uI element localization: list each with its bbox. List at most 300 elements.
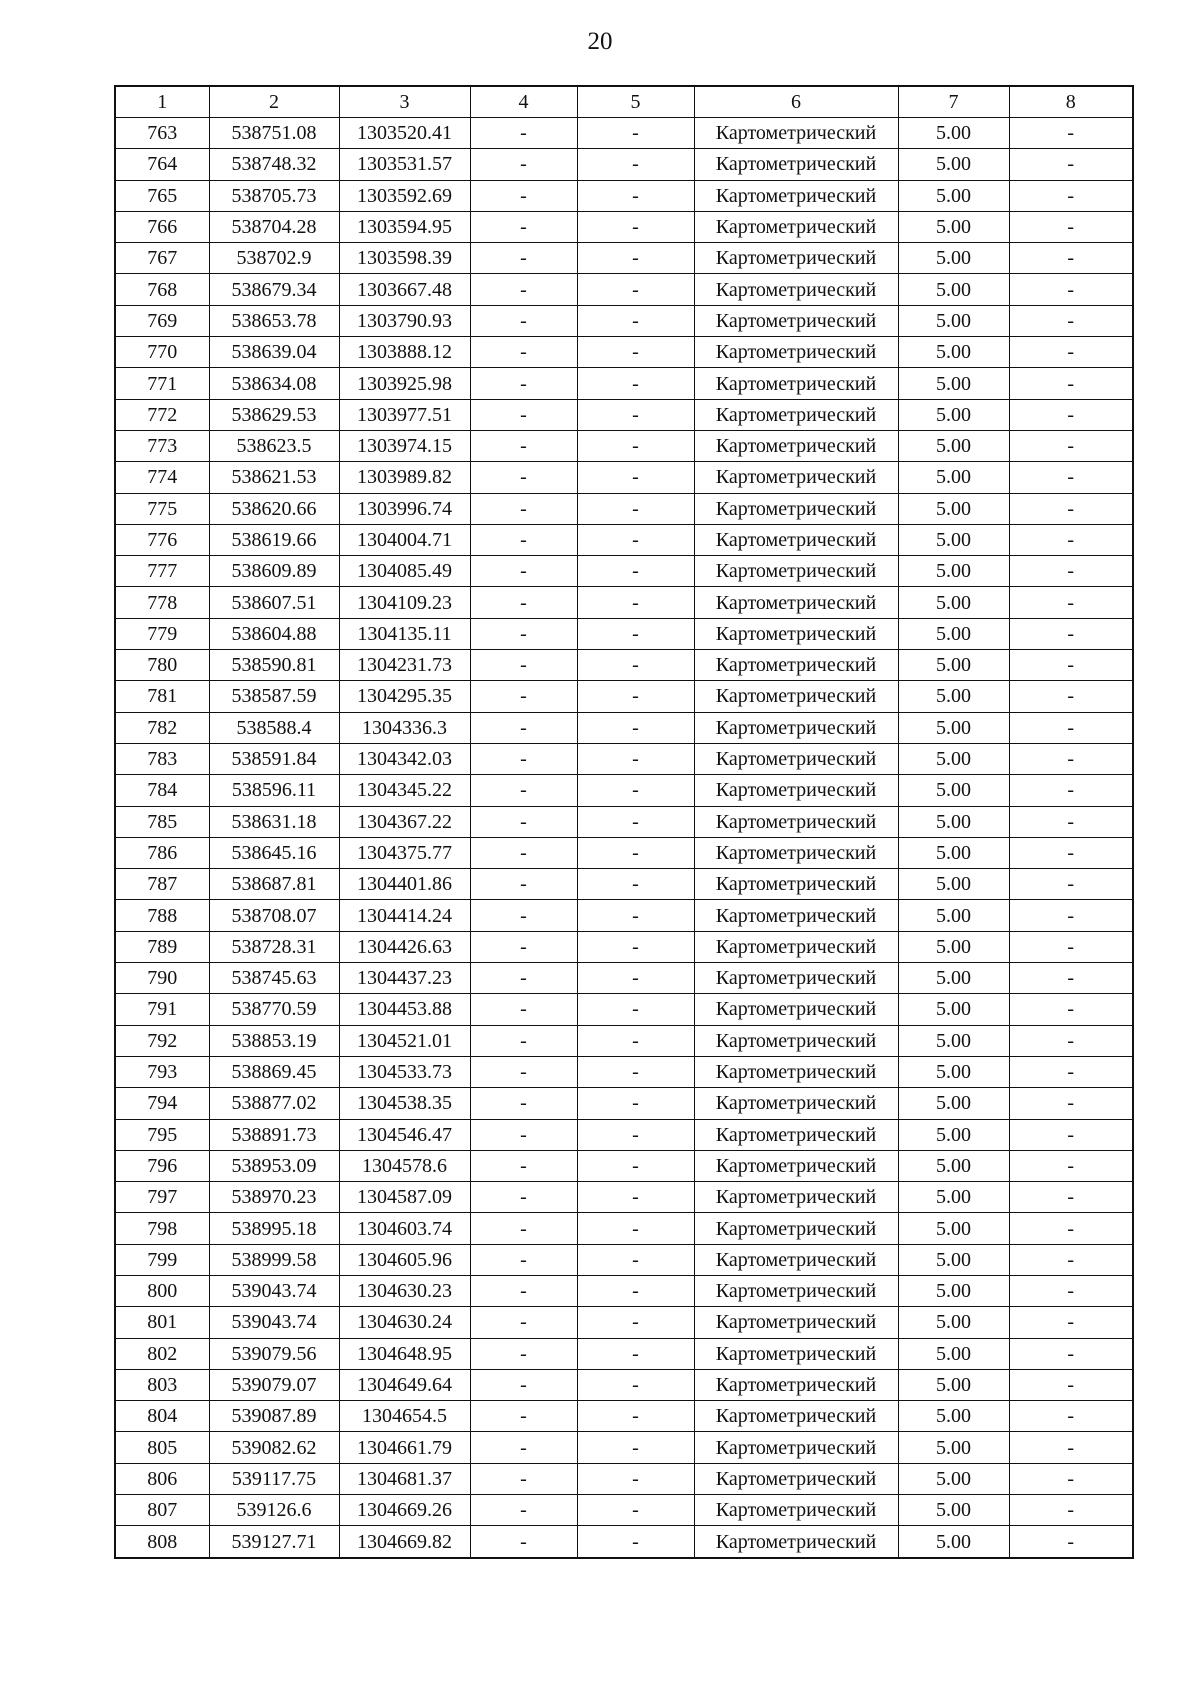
table-row	[115, 1401, 1133, 1432]
y-coordinate-cell: 1303520.41	[339, 118, 470, 149]
point-number-cell: 768	[115, 274, 209, 305]
x-coordinate-cell: 538702.9	[209, 243, 339, 274]
accuracy-cell: 5.00	[898, 430, 1009, 461]
table-row	[115, 305, 1133, 336]
method-cell: Картометрический	[694, 1495, 898, 1526]
column-8-cell: -	[1009, 1338, 1133, 1369]
x-coordinate-cell: 538999.58	[209, 1244, 339, 1275]
accuracy-cell: 5.00	[898, 650, 1009, 681]
table-row	[115, 1119, 1133, 1150]
accuracy-cell: 5.00	[898, 462, 1009, 493]
column-8-cell: -	[1009, 368, 1133, 399]
x-coordinate-cell: 538728.31	[209, 931, 339, 962]
method-cell: Картометрический	[694, 493, 898, 524]
y-coordinate-cell: 1304587.09	[339, 1182, 470, 1213]
method-cell: Картометрический	[694, 211, 898, 242]
accuracy-cell: 5.00	[898, 618, 1009, 649]
column-4-cell: -	[470, 524, 577, 555]
point-number-cell: 803	[115, 1369, 209, 1400]
table-row	[115, 149, 1133, 180]
accuracy-cell: 5.00	[898, 211, 1009, 242]
table-row	[115, 118, 1133, 149]
y-coordinate-cell: 1303790.93	[339, 305, 470, 336]
y-coordinate-cell: 1303594.95	[339, 211, 470, 242]
method-cell: Картометрический	[694, 118, 898, 149]
point-number-cell: 764	[115, 149, 209, 180]
column-5-cell: -	[577, 806, 694, 837]
point-number-cell: 772	[115, 399, 209, 430]
y-coordinate-cell: 1304630.24	[339, 1307, 470, 1338]
column-8-cell: -	[1009, 1495, 1133, 1526]
x-coordinate-cell: 538708.07	[209, 900, 339, 931]
column-5-cell: -	[577, 869, 694, 900]
y-coordinate-cell: 1304345.22	[339, 775, 470, 806]
column-4-cell: -	[470, 994, 577, 1025]
column-8-cell: -	[1009, 462, 1133, 493]
column-5-cell: -	[577, 743, 694, 774]
table-row	[115, 1307, 1133, 1338]
accuracy-cell: 5.00	[898, 1056, 1009, 1087]
x-coordinate-cell: 538645.16	[209, 837, 339, 868]
table-row	[115, 869, 1133, 900]
column-8-cell: -	[1009, 931, 1133, 962]
point-number-cell: 807	[115, 1495, 209, 1526]
method-cell: Картометрический	[694, 1150, 898, 1181]
y-coordinate-cell: 1304630.23	[339, 1275, 470, 1306]
column-4-cell: -	[470, 556, 577, 587]
column-8-cell: -	[1009, 869, 1133, 900]
method-cell: Картометрический	[694, 1213, 898, 1244]
y-coordinate-cell: 1304521.01	[339, 1025, 470, 1056]
column-5-cell: -	[577, 1338, 694, 1369]
x-coordinate-cell: 538604.88	[209, 618, 339, 649]
column-4-cell: -	[470, 1275, 577, 1306]
x-coordinate-cell: 538631.18	[209, 806, 339, 837]
column-5-cell: -	[577, 556, 694, 587]
method-cell: Картометрический	[694, 681, 898, 712]
y-coordinate-cell: 1304578.6	[339, 1150, 470, 1181]
method-cell: Картометрический	[694, 775, 898, 806]
column-5-cell: -	[577, 399, 694, 430]
column-8-cell: -	[1009, 1526, 1133, 1558]
x-coordinate-cell: 538619.66	[209, 524, 339, 555]
column-5-cell: -	[577, 274, 694, 305]
table-row	[115, 1338, 1133, 1369]
point-number-cell: 797	[115, 1182, 209, 1213]
point-number-cell: 770	[115, 337, 209, 368]
table-row	[115, 618, 1133, 649]
column-4-cell: -	[470, 430, 577, 461]
y-coordinate-cell: 1304605.96	[339, 1244, 470, 1275]
column-8-cell: -	[1009, 430, 1133, 461]
column-5-cell: -	[577, 430, 694, 461]
column-4-cell: -	[470, 149, 577, 180]
table-row	[115, 493, 1133, 524]
column-8-cell: -	[1009, 399, 1133, 430]
y-coordinate-cell: 1304135.11	[339, 618, 470, 649]
point-number-cell: 806	[115, 1463, 209, 1494]
column-5-cell: -	[577, 1369, 694, 1400]
table-row	[115, 837, 1133, 868]
y-coordinate-cell: 1304231.73	[339, 650, 470, 681]
column-5-cell: -	[577, 618, 694, 649]
column-4-cell: -	[470, 1244, 577, 1275]
y-coordinate-cell: 1303667.48	[339, 274, 470, 305]
column-4-cell: -	[470, 1369, 577, 1400]
method-cell: Картометрический	[694, 1463, 898, 1494]
x-coordinate-cell: 538634.08	[209, 368, 339, 399]
accuracy-cell: 5.00	[898, 524, 1009, 555]
method-cell: Картометрический	[694, 180, 898, 211]
point-number-cell: 766	[115, 211, 209, 242]
table-row	[115, 743, 1133, 774]
method-cell: Картометрический	[694, 1056, 898, 1087]
table-row	[115, 587, 1133, 618]
x-coordinate-cell: 539082.62	[209, 1432, 339, 1463]
table-row	[115, 243, 1133, 274]
column-5-cell: -	[577, 1463, 694, 1494]
y-coordinate-cell: 1304649.64	[339, 1369, 470, 1400]
method-cell: Картометрический	[694, 1369, 898, 1400]
accuracy-cell: 5.00	[898, 180, 1009, 211]
column-4-cell: -	[470, 587, 577, 618]
coordinates-table	[114, 85, 1134, 1559]
accuracy-cell: 5.00	[898, 994, 1009, 1025]
column-4-cell: -	[470, 211, 577, 242]
point-number-cell: 771	[115, 368, 209, 399]
column-4-cell: -	[470, 837, 577, 868]
table-row	[115, 524, 1133, 555]
column-4-cell: -	[470, 118, 577, 149]
column-header: 7	[898, 86, 1009, 118]
accuracy-cell: 5.00	[898, 493, 1009, 524]
point-number-cell: 794	[115, 1088, 209, 1119]
column-5-cell: -	[577, 900, 694, 931]
column-4-cell: -	[470, 1463, 577, 1494]
x-coordinate-cell: 539126.6	[209, 1495, 339, 1526]
point-number-cell: 777	[115, 556, 209, 587]
accuracy-cell: 5.00	[898, 274, 1009, 305]
column-4-cell: -	[470, 681, 577, 712]
column-5-cell: -	[577, 1432, 694, 1463]
method-cell: Картометрический	[694, 743, 898, 774]
point-number-cell: 786	[115, 837, 209, 868]
accuracy-cell: 5.00	[898, 1401, 1009, 1432]
column-4-cell: -	[470, 1213, 577, 1244]
method-cell: Картометрический	[694, 1025, 898, 1056]
accuracy-cell: 5.00	[898, 587, 1009, 618]
point-number-cell: 808	[115, 1526, 209, 1558]
table-row	[115, 1056, 1133, 1087]
y-coordinate-cell: 1304342.03	[339, 743, 470, 774]
accuracy-cell: 5.00	[898, 1088, 1009, 1119]
column-8-cell: -	[1009, 963, 1133, 994]
column-5-cell: -	[577, 305, 694, 336]
y-coordinate-cell: 1304367.22	[339, 806, 470, 837]
column-4-cell: -	[470, 1150, 577, 1181]
method-cell: Картометрический	[694, 931, 898, 962]
x-coordinate-cell: 539117.75	[209, 1463, 339, 1494]
method-cell: Картометрический	[694, 399, 898, 430]
table-row	[115, 1369, 1133, 1400]
column-5-cell: -	[577, 994, 694, 1025]
accuracy-cell: 5.00	[898, 368, 1009, 399]
column-8-cell: -	[1009, 243, 1133, 274]
table-row	[115, 1025, 1133, 1056]
point-number-cell: 784	[115, 775, 209, 806]
point-number-cell: 780	[115, 650, 209, 681]
table-row	[115, 900, 1133, 931]
method-cell: Картометрический	[694, 712, 898, 743]
accuracy-cell: 5.00	[898, 149, 1009, 180]
column-4-cell: -	[470, 1088, 577, 1119]
accuracy-cell: 5.00	[898, 900, 1009, 931]
y-coordinate-cell: 1303925.98	[339, 368, 470, 399]
method-cell: Картометрический	[694, 149, 898, 180]
point-number-cell: 782	[115, 712, 209, 743]
y-coordinate-cell: 1303974.15	[339, 430, 470, 461]
column-4-cell: -	[470, 368, 577, 399]
point-number-cell: 789	[115, 931, 209, 962]
column-4-cell: -	[470, 243, 577, 274]
column-8-cell: -	[1009, 180, 1133, 211]
column-4-cell: -	[470, 712, 577, 743]
column-5-cell: -	[577, 1307, 694, 1338]
accuracy-cell: 5.00	[898, 1025, 1009, 1056]
column-header: 4	[470, 86, 577, 118]
point-number-cell: 769	[115, 305, 209, 336]
point-number-cell: 795	[115, 1119, 209, 1150]
accuracy-cell: 5.00	[898, 931, 1009, 962]
y-coordinate-cell: 1303531.57	[339, 149, 470, 180]
column-5-cell: -	[577, 681, 694, 712]
table-row	[115, 368, 1133, 399]
column-5-cell: -	[577, 1244, 694, 1275]
column-8-cell: -	[1009, 1119, 1133, 1150]
accuracy-cell: 5.00	[898, 305, 1009, 336]
accuracy-cell: 5.00	[898, 775, 1009, 806]
column-8-cell: -	[1009, 1056, 1133, 1087]
table-row	[115, 806, 1133, 837]
column-8-cell: -	[1009, 681, 1133, 712]
column-5-cell: -	[577, 462, 694, 493]
x-coordinate-cell: 539043.74	[209, 1275, 339, 1306]
method-cell: Картометрический	[694, 430, 898, 461]
y-coordinate-cell: 1304336.3	[339, 712, 470, 743]
column-5-cell: -	[577, 712, 694, 743]
table-row	[115, 337, 1133, 368]
point-number-cell: 779	[115, 618, 209, 649]
column-8-cell: -	[1009, 211, 1133, 242]
column-5-cell: -	[577, 368, 694, 399]
method-cell: Картометрический	[694, 618, 898, 649]
column-8-cell: -	[1009, 556, 1133, 587]
y-coordinate-cell: 1303977.51	[339, 399, 470, 430]
point-number-cell: 802	[115, 1338, 209, 1369]
x-coordinate-cell: 538891.73	[209, 1119, 339, 1150]
accuracy-cell: 5.00	[898, 681, 1009, 712]
column-4-cell: -	[470, 806, 577, 837]
method-cell: Картометрический	[694, 524, 898, 555]
x-coordinate-cell: 538587.59	[209, 681, 339, 712]
point-number-cell: 793	[115, 1056, 209, 1087]
accuracy-cell: 5.00	[898, 1119, 1009, 1150]
table-row	[115, 430, 1133, 461]
table-row	[115, 1432, 1133, 1463]
column-5-cell: -	[577, 1495, 694, 1526]
column-4-cell: -	[470, 1307, 577, 1338]
column-5-cell: -	[577, 837, 694, 868]
y-coordinate-cell: 1303888.12	[339, 337, 470, 368]
column-4-cell: -	[470, 1401, 577, 1432]
table-row	[115, 931, 1133, 962]
column-header: 3	[339, 86, 470, 118]
x-coordinate-cell: 538853.19	[209, 1025, 339, 1056]
column-5-cell: -	[577, 118, 694, 149]
column-4-cell: -	[470, 1432, 577, 1463]
column-5-cell: -	[577, 775, 694, 806]
x-coordinate-cell: 538623.5	[209, 430, 339, 461]
accuracy-cell: 5.00	[898, 1463, 1009, 1494]
column-5-cell: -	[577, 1119, 694, 1150]
method-cell: Картометрический	[694, 556, 898, 587]
accuracy-cell: 5.00	[898, 806, 1009, 837]
table-row	[115, 1088, 1133, 1119]
x-coordinate-cell: 538687.81	[209, 869, 339, 900]
column-5-cell: -	[577, 587, 694, 618]
accuracy-cell: 5.00	[898, 556, 1009, 587]
method-cell: Картометрический	[694, 1307, 898, 1338]
method-cell: Картометрический	[694, 368, 898, 399]
column-5-cell: -	[577, 493, 694, 524]
column-5-cell: -	[577, 337, 694, 368]
y-coordinate-cell: 1303996.74	[339, 493, 470, 524]
accuracy-cell: 5.00	[898, 1307, 1009, 1338]
accuracy-cell: 5.00	[898, 1495, 1009, 1526]
y-coordinate-cell: 1304648.95	[339, 1338, 470, 1369]
accuracy-cell: 5.00	[898, 963, 1009, 994]
column-8-cell: -	[1009, 1213, 1133, 1244]
x-coordinate-cell: 538621.53	[209, 462, 339, 493]
point-number-cell: 785	[115, 806, 209, 837]
column-8-cell: -	[1009, 524, 1133, 555]
column-8-cell: -	[1009, 1463, 1133, 1494]
table-row	[115, 1463, 1133, 1494]
column-4-cell: -	[470, 462, 577, 493]
accuracy-cell: 5.00	[898, 118, 1009, 149]
accuracy-cell: 5.00	[898, 337, 1009, 368]
x-coordinate-cell: 538588.4	[209, 712, 339, 743]
point-number-cell: 778	[115, 587, 209, 618]
table-row	[115, 775, 1133, 806]
y-coordinate-cell: 1304401.86	[339, 869, 470, 900]
point-number-cell: 765	[115, 180, 209, 211]
x-coordinate-cell: 538869.45	[209, 1056, 339, 1087]
column-5-cell: -	[577, 180, 694, 211]
y-coordinate-cell: 1304004.71	[339, 524, 470, 555]
point-number-cell: 799	[115, 1244, 209, 1275]
table-row	[115, 462, 1133, 493]
x-coordinate-cell: 538639.04	[209, 337, 339, 368]
x-coordinate-cell: 538995.18	[209, 1213, 339, 1244]
y-coordinate-cell: 1304661.79	[339, 1432, 470, 1463]
y-coordinate-cell: 1303598.39	[339, 243, 470, 274]
table-row	[115, 1244, 1133, 1275]
table-row	[115, 650, 1133, 681]
point-number-cell: 805	[115, 1432, 209, 1463]
y-coordinate-cell: 1304295.35	[339, 681, 470, 712]
table-row	[115, 1150, 1133, 1181]
column-4-cell: -	[470, 1495, 577, 1526]
y-coordinate-cell: 1304426.63	[339, 931, 470, 962]
column-header: 1	[115, 86, 209, 118]
method-cell: Картометрический	[694, 837, 898, 868]
x-coordinate-cell: 538770.59	[209, 994, 339, 1025]
method-cell: Картометрический	[694, 462, 898, 493]
column-8-cell: -	[1009, 274, 1133, 305]
column-8-cell: -	[1009, 149, 1133, 180]
table-row	[115, 1275, 1133, 1306]
column-8-cell: -	[1009, 587, 1133, 618]
x-coordinate-cell: 538609.89	[209, 556, 339, 587]
column-8-cell: -	[1009, 305, 1133, 336]
column-8-cell: -	[1009, 743, 1133, 774]
x-coordinate-cell: 539079.56	[209, 1338, 339, 1369]
point-number-cell: 783	[115, 743, 209, 774]
x-coordinate-cell: 538877.02	[209, 1088, 339, 1119]
column-5-cell: -	[577, 1275, 694, 1306]
table-row	[115, 399, 1133, 430]
accuracy-cell: 5.00	[898, 1150, 1009, 1181]
method-cell: Картометрический	[694, 1401, 898, 1432]
y-coordinate-cell: 1304654.5	[339, 1401, 470, 1432]
column-8-cell: -	[1009, 1182, 1133, 1213]
column-8-cell: -	[1009, 712, 1133, 743]
column-5-cell: -	[577, 243, 694, 274]
table-row	[115, 556, 1133, 587]
y-coordinate-cell: 1303592.69	[339, 180, 470, 211]
column-8-cell: -	[1009, 1307, 1133, 1338]
column-4-cell: -	[470, 180, 577, 211]
column-5-cell: -	[577, 1025, 694, 1056]
column-4-cell: -	[470, 931, 577, 962]
y-coordinate-cell: 1304681.37	[339, 1463, 470, 1494]
method-cell: Картометрический	[694, 1432, 898, 1463]
column-5-cell: -	[577, 650, 694, 681]
x-coordinate-cell: 538590.81	[209, 650, 339, 681]
column-5-cell: -	[577, 524, 694, 555]
x-coordinate-cell: 538679.34	[209, 274, 339, 305]
accuracy-cell: 5.00	[898, 399, 1009, 430]
x-coordinate-cell: 538607.51	[209, 587, 339, 618]
column-header: 2	[209, 86, 339, 118]
table-row	[115, 180, 1133, 211]
accuracy-cell: 5.00	[898, 1526, 1009, 1558]
column-8-cell: -	[1009, 1150, 1133, 1181]
point-number-cell: 788	[115, 900, 209, 931]
x-coordinate-cell: 538751.08	[209, 118, 339, 149]
point-number-cell: 800	[115, 1275, 209, 1306]
y-coordinate-cell: 1303989.82	[339, 462, 470, 493]
y-coordinate-cell: 1304414.24	[339, 900, 470, 931]
table-header-row	[115, 86, 1133, 118]
method-cell: Картометрический	[694, 1338, 898, 1369]
y-coordinate-cell: 1304375.77	[339, 837, 470, 868]
point-number-cell: 791	[115, 994, 209, 1025]
accuracy-cell: 5.00	[898, 743, 1009, 774]
column-8-cell: -	[1009, 994, 1133, 1025]
x-coordinate-cell: 538970.23	[209, 1182, 339, 1213]
